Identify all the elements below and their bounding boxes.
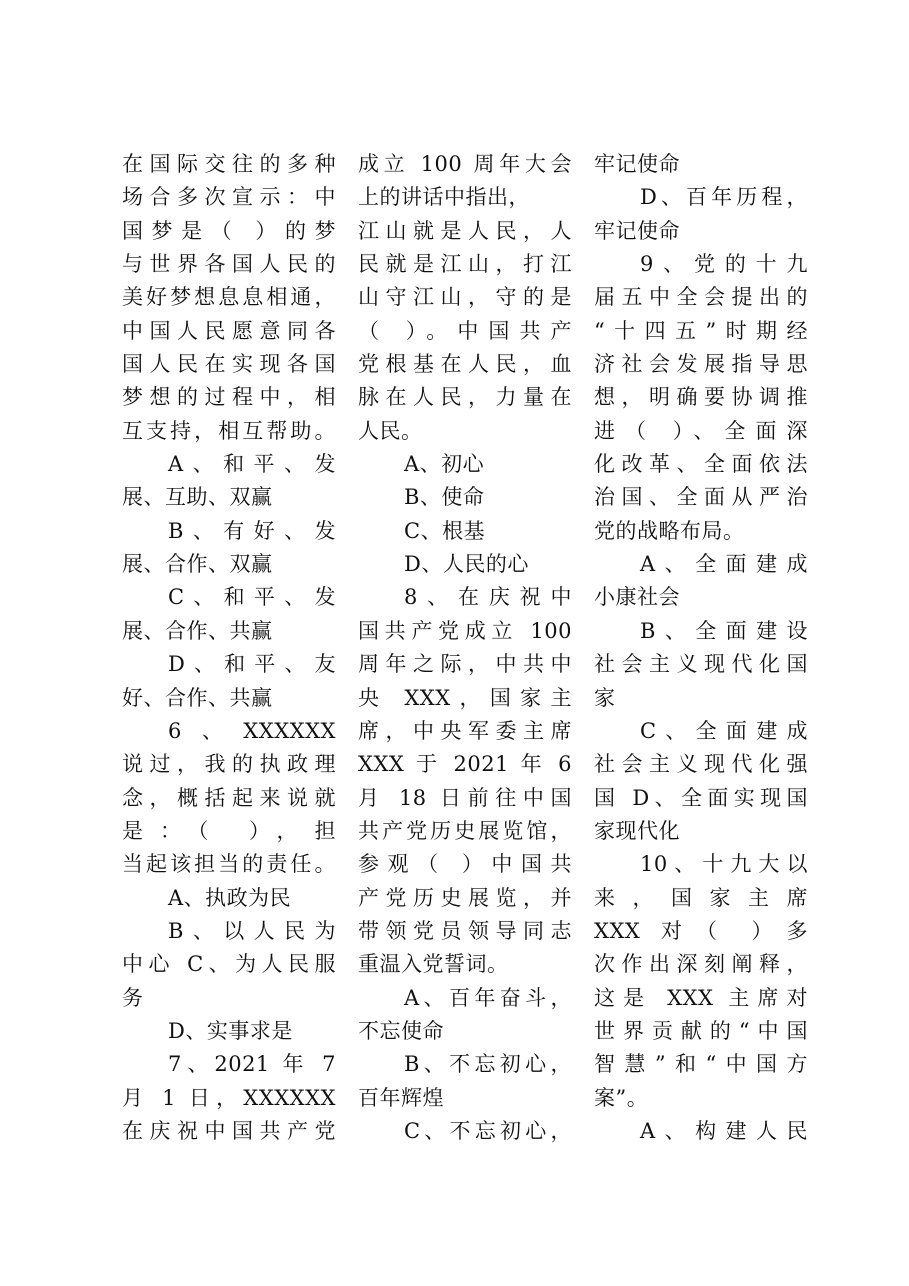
text-line: 党的战略布局。 <box>594 518 745 543</box>
text-line: 说过，我的执政理 <box>122 752 336 777</box>
text-line: 党根基在人民，血 <box>358 352 572 377</box>
text-line: 人民。 <box>358 418 423 443</box>
text-line: 社会主义现代化国 <box>594 652 808 677</box>
text-line: 重温入党誓词。 <box>358 952 509 977</box>
option-line: A、百年奋斗， <box>404 985 572 1010</box>
text-line: XXX 于 2021 年 6 <box>358 752 572 777</box>
text-line: 念，概括起来说就 <box>122 785 336 810</box>
text-line: 月 1 日，XXXXXX <box>122 1085 336 1110</box>
text-line: 与世界各国人民的 <box>122 252 336 277</box>
text-line: 牢记使命 <box>594 218 680 243</box>
text-line: 民就是江山，打江 <box>358 252 572 277</box>
option-line: D、百年历程， <box>640 185 808 210</box>
text-line: 治国、全面从严治 <box>594 485 808 510</box>
text-line: 务 <box>122 985 144 1010</box>
text-line: 世界贡献的“中国 <box>594 1018 808 1043</box>
text-line: 是：（ ），担 <box>122 818 336 843</box>
text-line: 化改革、全面依法 <box>594 452 808 477</box>
text-line: 社会主义现代化强 <box>594 752 808 777</box>
option-line: D、和平、友 <box>168 652 336 677</box>
text-column-3 <box>594 148 808 1148</box>
text-line: 江山就是人民，人 <box>358 218 572 243</box>
option-line: B、全面建设 <box>640 618 808 643</box>
text-line: 国 D、全面实现国 <box>594 785 808 810</box>
text-line: 月 18 日前往中国 <box>358 785 572 810</box>
text-line: 案”。 <box>594 1085 649 1110</box>
text-line: 展、合作、双赢 <box>122 552 273 577</box>
text-line: 国共产党成立 100 <box>358 618 572 643</box>
option-line: B、有好、发 <box>168 518 336 543</box>
option-line: A、全面建成 <box>640 552 808 577</box>
text-line: XXX 对（ ）多 <box>594 918 808 943</box>
question-line: 8、在庆祝中 <box>404 585 572 610</box>
text-line: 山守江山，守的是 <box>358 285 572 310</box>
text-line: 中国人民愿意同各 <box>122 318 336 343</box>
option-line: C、根基 <box>404 518 486 543</box>
text-line: 梦想的过程中，相 <box>122 385 336 410</box>
text-line: 展、合作、共赢 <box>122 618 273 643</box>
text-line: 互支持，相互帮助。 <box>122 418 336 443</box>
question-line: 7、2021 年 7 <box>168 1052 336 1077</box>
text-line: 当起该担当的责任。 <box>122 852 336 877</box>
text-line: 中心 C、为人民服 <box>122 952 336 977</box>
option-line: D、人民的心 <box>404 552 529 577</box>
text-line: 届五中全会提出的 <box>594 285 808 310</box>
text-line: 在国际交往的多种 <box>122 152 336 176</box>
text-line: 参观（ ）中国共 <box>358 852 572 877</box>
text-line: 这是 XXX 主席对 <box>594 985 808 1010</box>
option-line: A、构建人民 <box>640 1118 808 1143</box>
option-line: C、和平、发 <box>168 585 336 610</box>
text-line: 成立 100 周年大会 <box>358 152 572 176</box>
option-line: B、使命 <box>404 485 485 510</box>
text-line: 国梦是（ ）的梦 <box>122 218 336 243</box>
text-line: 济社会发展指导思 <box>594 352 808 377</box>
question-line: 6、XXXXXX <box>168 718 336 743</box>
text-line: 不忘使命 <box>358 1018 444 1043</box>
text-line: 脉在人民，力量在 <box>358 385 572 410</box>
text-line: 国人民在实现各国 <box>122 352 336 377</box>
text-line: 百年辉煌 <box>358 1085 444 1110</box>
option-line: C、不忘初心， <box>404 1118 572 1143</box>
text-column-2 <box>358 148 572 1148</box>
text-line: 次作出深刻阐释， <box>594 952 808 977</box>
text-line: 美好梦想息息相通， <box>122 285 336 310</box>
option-line: D、实事求是 <box>168 1018 293 1043</box>
text-line: 家 <box>594 685 616 710</box>
text-line: 上的讲话中指出， <box>358 185 530 210</box>
text-line: 想，明确要协调推 <box>594 385 808 410</box>
text-line: 小康社会 <box>594 585 680 610</box>
text-line: 周年之际，中共中 <box>358 652 572 677</box>
question-line: 10、十九大以 <box>640 852 808 877</box>
text-line: 展、互助、双赢 <box>122 485 273 510</box>
option-line: A、初心 <box>404 452 485 477</box>
text-line: “十四五”时期经 <box>594 318 808 343</box>
question-line: 9、党的十九 <box>640 252 808 277</box>
text-line: 智慧”和“中国方 <box>594 1052 808 1077</box>
text-line: 来，国家主席 <box>594 885 808 910</box>
text-line: 在庆祝中国共产党 <box>122 1118 336 1143</box>
option-line: B、以人民为 <box>168 918 336 943</box>
text-line: 共产党历史展览馆， <box>358 818 572 843</box>
text-line: 场合多次宣示：中 <box>122 185 336 210</box>
text-column-1 <box>122 148 336 1148</box>
option-line: C、全面建成 <box>640 718 808 743</box>
text-line: 好、合作、共赢 <box>122 685 273 710</box>
text-line: 带领党员领导同志 <box>358 918 572 943</box>
option-line: A、和平、发 <box>168 452 336 477</box>
text-line: 产党历史展览，并 <box>358 885 572 910</box>
text-line: 席，中央军委主席 <box>358 718 572 743</box>
text-line: 央 XXX，国家主 <box>358 685 572 710</box>
option-line: B、不忘初心， <box>404 1052 572 1077</box>
text-line: 家现代化 <box>594 818 680 843</box>
text-line: 牢记使命 <box>594 152 680 176</box>
text-line: （ ）。中国共产 <box>358 318 572 343</box>
option-line: A、执政为民 <box>168 885 292 910</box>
text-line: 进（ ）、全面深 <box>594 418 808 443</box>
